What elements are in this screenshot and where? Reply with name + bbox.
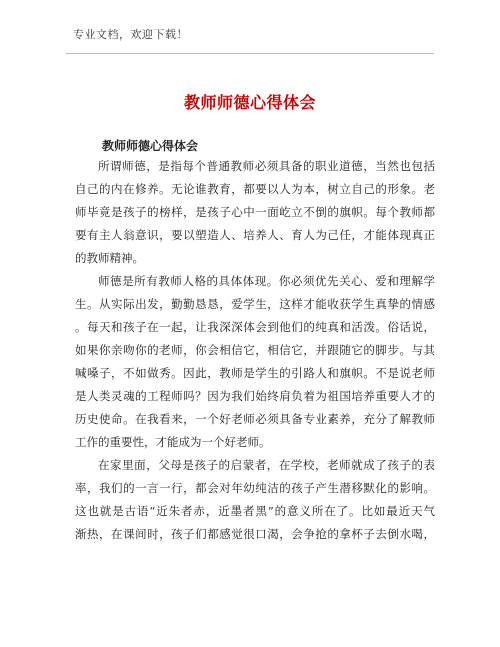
body-text bbox=[75, 155, 435, 546]
paragraph-line: 是人类灵魂的工程师吗？因为我们始终肩负着为祖国培养重要人才的 bbox=[75, 389, 435, 403]
paragraph-line: 生。从实际出发，勤勤恳恳，爱学生，这样才能收获学生真挚的情感 bbox=[75, 297, 435, 311]
section-heading: 教师师德心得体会 bbox=[102, 139, 199, 153]
page-header-text: 专业文档，欢迎下载！ bbox=[73, 28, 188, 41]
paragraph-line: 工作的重要性，才能成为一个好老师。 bbox=[75, 435, 271, 449]
paragraph-line: 这也就是古语“近朱者赤，近墨者黑”的意义所在了。比如最近天气 bbox=[75, 504, 435, 518]
paragraph-line: 的教师精神。 bbox=[75, 251, 144, 265]
header-divider bbox=[66, 53, 434, 54]
paragraph-line: 如果你亲吻你的老师，你会相信它，相信它，并跟随它的脚步。与其 bbox=[75, 343, 435, 357]
paragraph-line: 自己的内在修养。无论谁教育，都要以人为本，树立自己的形象。老 bbox=[75, 182, 435, 196]
paragraph-line: 在家里面，父母是孩子的启蒙者，在学校，老师就成了孩子的表 bbox=[98, 458, 435, 472]
paragraph-line: 历史使命。在我看来，一个好老师必须具备专业素养，充分了解教师 bbox=[75, 412, 435, 426]
document-title: 教师师德心得体会 bbox=[183, 93, 316, 112]
paragraph-line: 。每天和孩子在一起，让我深深体会到他们的纯真和活泼。俗话说， bbox=[75, 320, 435, 334]
paragraph-line: 喊嗓子，不如做秀。因此，教师是学生的引路人和旗帜。不是说老师 bbox=[75, 366, 435, 380]
paragraph-line: 率，我们的一言一行，都会对年幼纯洁的孩子产生潜移默化的影响。 bbox=[75, 481, 435, 495]
paragraph-line: 要有主人翁意识，要以塑造人、培养人、育人为己任，才能体现真正 bbox=[75, 228, 435, 242]
paragraph-line: 所谓师德，是指每个普通教师必须具备的职业道德，当然也包括 bbox=[98, 159, 435, 173]
paragraph-line: 师德是所有教师人格的具体体现。你必须优先关心、爱和理解学 bbox=[98, 274, 435, 288]
paragraph-line: 师毕竟是孩子的榜样，是孩子心中一面屹立不倒的旗帜。每个教师都 bbox=[75, 205, 435, 219]
paragraph-line: 渐热，在课间时，孩子们都感觉很口渴，会争抢的拿杯子去倒水喝， bbox=[75, 527, 435, 541]
